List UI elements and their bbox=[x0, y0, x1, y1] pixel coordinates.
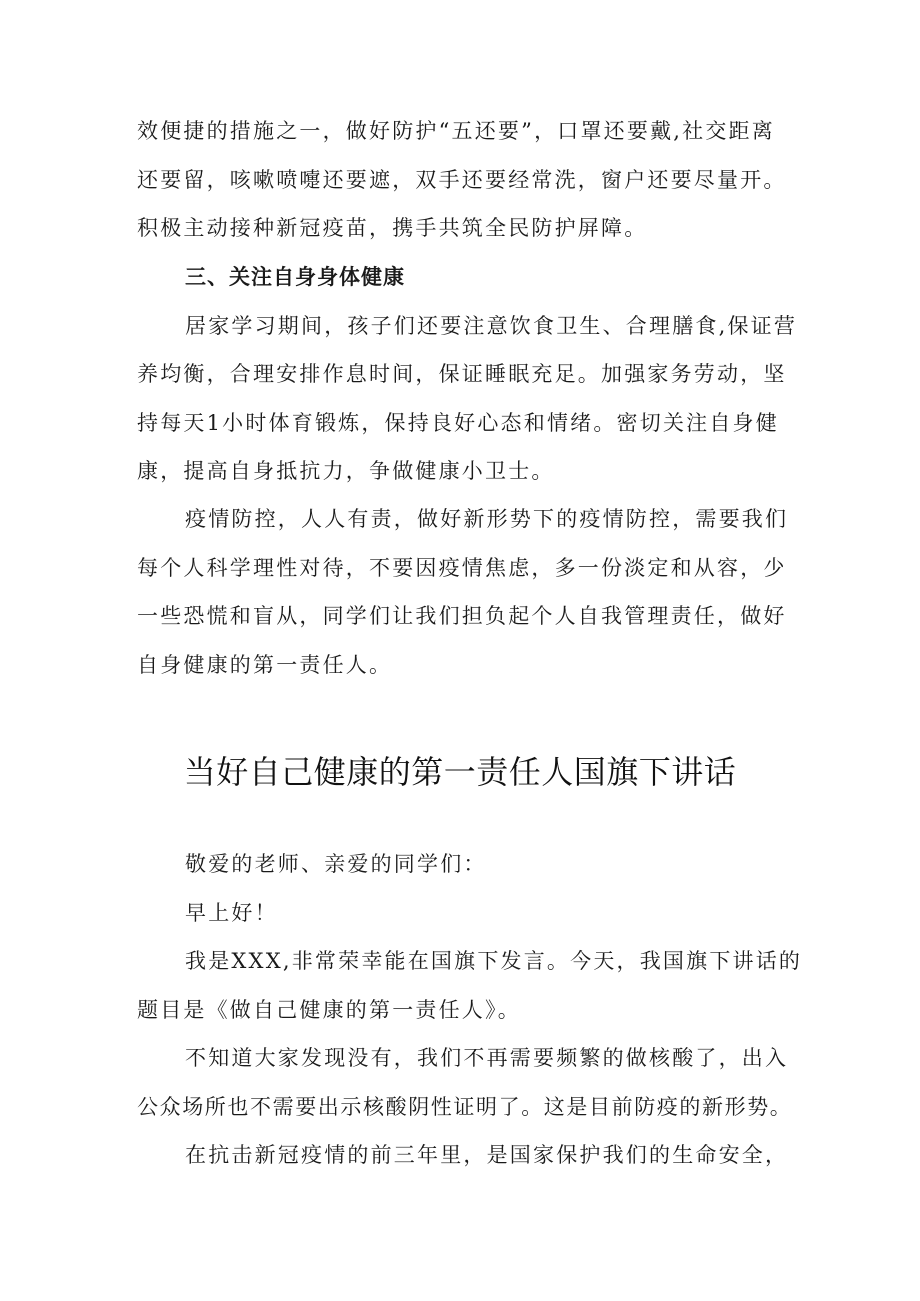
speech-morning: 早上好！ bbox=[185, 901, 278, 925]
prev-para1-line2: 还要留，咳嗽喷嚏还要遮，双手还要经常洗，窗户还要尽量开。 bbox=[137, 168, 787, 192]
speech-para1-line1: 我是XXX,非常荣幸能在国旗下发言。今天，我国旗下讲话的 bbox=[185, 949, 803, 973]
prev-para1-line3: 积极主动接种新冠疫苗，携手共筑全民防护屏障。 bbox=[137, 216, 648, 240]
prev-para3-line4: 自身健康的第一责任人。 bbox=[137, 653, 393, 677]
prev-para1-line1: 效便捷的措施之一，做好防护“五还要”，口罩还要戴,社交距离 bbox=[137, 119, 775, 143]
prev-para2-line4: 康，提高自身抵抗力，争做健康小卫士。 bbox=[137, 459, 555, 483]
speech-para2-line1: 不知道大家发现没有，我们不再需要频繁的做核酸了，出入 bbox=[185, 1046, 789, 1070]
speech-para1-line2: 题目是《做自己健康的第一责任人》。 bbox=[137, 998, 521, 1022]
prev-para2-line2: 养均衡，合理安排作息时间，保证睡眠充足。加强家务劳动，坚 bbox=[137, 362, 787, 386]
prev-para2-line3: 持每天1小时体育锻炼，保持良好心态和情绪。密切关注自身健 bbox=[137, 411, 779, 435]
section-heading-3: 三、关注自身身体健康 bbox=[185, 265, 405, 289]
speech-greeting: 敬爱的老师、亲爱的同学们： bbox=[185, 852, 487, 876]
speech-para3-line1: 在抗击新冠疫情的前三年里，是国家保护我们的生命安全， bbox=[185, 1143, 789, 1167]
prev-para3-line1: 疫情防控，人人有责，做好新形势下的疫情防控，需要我们 bbox=[185, 507, 789, 531]
prev-para2-line1: 居家学习期间，孩子们还要注意饮食卫生、合理膳食,保证营 bbox=[185, 314, 798, 338]
prev-para3-line2: 每个人科学理性对待，不要因疫情焦虑，多一份淡定和从容，少 bbox=[137, 556, 787, 580]
speech-title: 当好自己健康的第一责任人国旗下讲话 bbox=[183, 753, 737, 791]
speech-para2-line2: 公众场所也不需要出示核酸阴性证明了。这是目前防疫的新形势。 bbox=[137, 1095, 793, 1119]
prev-para3-line3: 一些恐慌和盲从，同学们让我们担负起个人自我管理责任，做好 bbox=[137, 604, 787, 628]
